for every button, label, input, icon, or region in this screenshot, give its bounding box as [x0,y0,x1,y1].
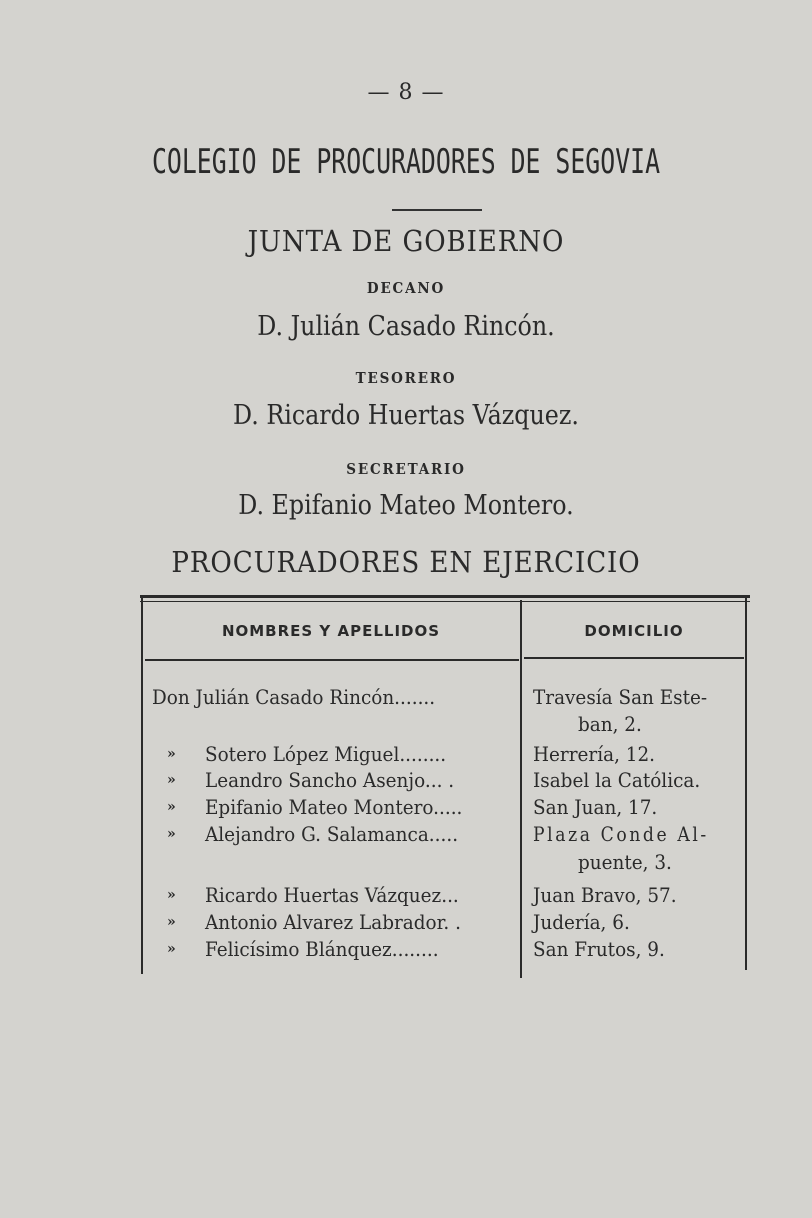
ditto-mark: » [167,826,176,842]
junta-heading: JUNTA DE GOBIERNO [247,224,565,258]
table-row-address: Plaza Conde Al- [533,822,709,846]
tesorero-label: TESORERO [355,369,457,387]
procuradores-heading: PROCURADORES EN EJERCICIO [171,545,641,579]
ditto-mark: » [167,914,176,930]
table-row-address: Juan Bravo, 57. [533,883,677,907]
decano-name: D. Julián Casado Rincón. [257,311,555,342]
table-row-name: Antonio Alvarez Labrador. . [205,910,461,934]
table-row-name: Ricardo Huertas Vázquez... [205,883,459,907]
tesorero-name: D. Ricardo Huertas Vázquez. [233,400,579,431]
table-row-address-cont: puente, 3. [578,850,672,874]
ditto-mark: » [167,746,176,762]
table-row-name: Don Julián Casado Rincón....... [152,685,436,709]
document-title: COLEGIO DE PROCURADORES DE SEGOVIA [151,142,661,182]
column-header-names: NOMBRES Y APELLIDOS [221,622,441,640]
table-row-address: San Frutos, 9. [533,937,665,961]
table-row-name: Leandro Sancho Asenjo... . [205,768,455,792]
table-row-name: Felicísimo Blánquez........ [205,937,439,961]
table-row-address-cont: ban, 2. [578,712,642,736]
table-row-name: Alejandro G. Salamanca..... [205,822,459,846]
table-row-name: Epifanio Mateo Montero..... [205,795,463,819]
ditto-mark: » [167,799,176,815]
table-left-border [141,598,143,974]
table-right-border [745,598,747,970]
page-number: — 8 — [367,80,445,105]
header-underline-right [524,657,744,659]
ditto-mark: » [167,941,176,957]
secretario-name: D. Epifanio Mateo Montero. [238,490,574,521]
secretario-label: SECRETARIO [346,460,466,478]
table-row-address: San Juan, 17. [533,795,658,819]
table-column-divider [520,600,522,978]
table-row-address: Herrería, 12. [533,742,656,766]
column-header-address: DOMICILIO [584,622,684,640]
decano-label: DECANO [366,279,446,297]
table-row-name: Sotero López Miguel........ [205,742,447,766]
table-row-address: Judería, 6. [533,910,630,934]
header-underline-left [145,659,519,661]
table-row-address: Travesía San Este- [533,685,708,709]
ditto-mark: » [167,772,176,788]
ditto-mark: » [167,887,176,903]
table-top-rule [140,595,750,598]
title-divider [392,209,482,211]
table-row-address: Isabel la Católica. [533,768,701,792]
table-top-rule-thin [140,601,750,602]
